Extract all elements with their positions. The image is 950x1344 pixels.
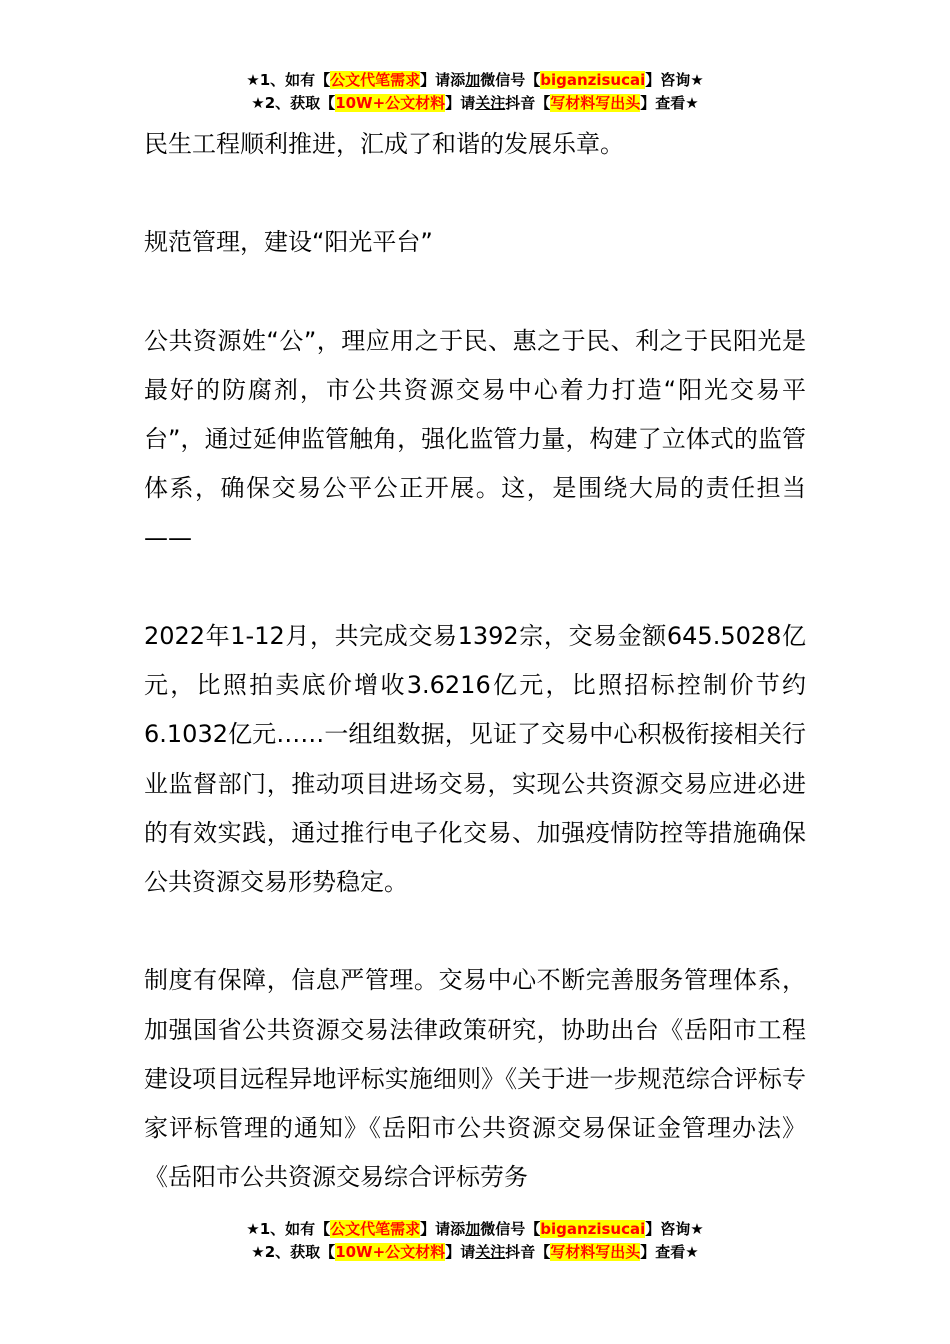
banner-text: 抖音【: [505, 94, 551, 112]
banner-highlight: 10W+公文材料: [335, 94, 446, 112]
header-banner: [0, 69, 950, 115]
banner-text: 】请添: [420, 71, 466, 89]
banner-highlight: 公文代笔需求: [330, 71, 421, 89]
banner-text: ★2、获取【: [251, 94, 336, 112]
banner-text: 】咨询★: [645, 71, 704, 89]
document-body: [144, 120, 806, 1202]
banner-text: ★1、如有【: [246, 71, 331, 89]
banner-highlight: 公文代笔需求: [330, 1220, 421, 1238]
banner-text: 】请添: [420, 1220, 466, 1238]
paragraph-gap: [144, 268, 806, 317]
banner-underlined-text: 关注: [475, 94, 506, 112]
banner-highlight: biganzisucai: [540, 1220, 646, 1238]
banner-underlined-text: 加: [465, 1220, 481, 1238]
banner-text: 】请: [445, 94, 476, 112]
banner-text: 抖音【: [505, 1243, 551, 1261]
banner-underlined-text: 关注: [475, 1243, 506, 1261]
banner-text: 微信号【: [480, 1220, 541, 1238]
section-heading: 规范管理，建设“阳光平台”: [144, 228, 433, 257]
banner-highlight: 写材料写出头: [550, 94, 641, 112]
banner-highlight: 10W+公文材料: [335, 1243, 446, 1261]
footer-banner: [0, 1218, 950, 1264]
banner-text: ★2、获取【: [251, 1243, 336, 1261]
banner-text: 】请: [445, 1243, 476, 1261]
banner-text: ★1、如有【: [246, 1220, 331, 1238]
paragraph-gap: [144, 563, 806, 612]
banner-underlined-text: 加: [465, 71, 481, 89]
banner-line-1: [0, 69, 950, 92]
banner-text: 微信号【: [480, 71, 541, 89]
paragraph-5: 制度有保障，信息严管理。交易中心不断完善服务管理体系，加强国省公共资源交易法律政策研究，协助出台《岳阳市工程建设项目远程异地评标实施细则》《关于进一步规范综合评标专家评标管理的通知》《岳阳市公共资源交易保证金管理办法》《岳阳市公共资源交易综合评标劳务: [144, 966, 806, 1192]
paragraph-3: 公共资源姓“公”，理应用之于民、惠之于民、利之于民阳光是最好的防腐剂，市公共资源交易中心着力打造“阳光交易平台”，通过延伸监管触角，强化监管力量，构建了立体式的监管体系，确保交易公平公正开展。这，是围绕大局的责任担当——: [144, 326, 806, 552]
banner-text: 】咨询★: [645, 1220, 704, 1238]
paragraph-gap: [144, 907, 806, 956]
banner-highlight: 写材料写出头: [550, 1243, 641, 1261]
paragraph-1: 民生工程顺利推进，汇成了和谐的发展乐章。: [144, 130, 624, 158]
banner-line-2: [0, 1241, 950, 1264]
paragraph-4: 2022年1-12月，共完成交易1392宗，交易金额645.5028亿元，比照拍卖底价增收3.6216亿元，比照招标控制价节约6.1032亿元……一组组数据，见证了交易中心积极衔接相关行业监督部门，推动项目进场交易，实现公共资源交易应进必进的有效实践，通过推行电子化交易、加强疫情防控等措施确保公共资源交易形势稳定。: [144, 621, 806, 896]
banner-line-2: [0, 92, 950, 115]
banner-text: 】查看★: [640, 1243, 699, 1261]
banner-text: 】查看★: [640, 94, 699, 112]
paragraph-gap: [144, 169, 806, 218]
banner-highlight: biganzisucai: [540, 71, 646, 89]
banner-line-1: [0, 1218, 950, 1241]
